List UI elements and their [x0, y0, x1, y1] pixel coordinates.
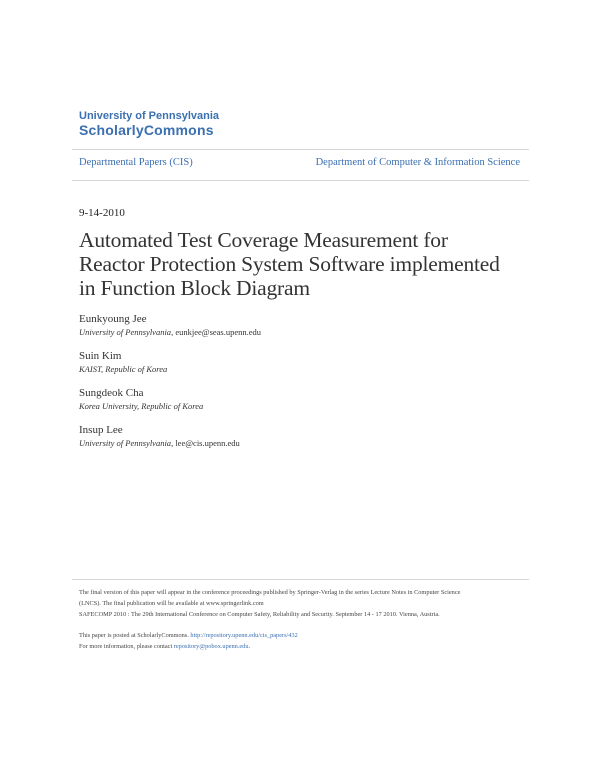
author-name[interactable]: Eunkyoung Jee: [79, 313, 147, 325]
author-email: eunkjee@seas.upenn.edu: [175, 327, 262, 337]
note-line: The final version of this paper will appear in the conference proceedings published by Springer-Verlag in the series Lecture Notes in Computer Science: [79, 589, 461, 596]
posting-info: [79, 630, 529, 652]
author-email: lee@cis.upenn.edu: [175, 438, 240, 448]
header-divider-bottom: [72, 180, 529, 181]
author-name[interactable]: Insup Lee: [79, 424, 123, 436]
department-link[interactable]: Department of Computer & Information Science: [315, 157, 520, 168]
author-affiliation: University of Pennsylvania, eunkjee@seas.upenn.edu: [79, 327, 262, 337]
repository-name[interactable]: ScholarlyCommons: [79, 122, 214, 138]
posted-line: This paper is posted at ScholarlyCommons. http://repository.upenn.edu/cis_papers/432: [79, 632, 298, 639]
publication-date: 9-14-2010: [79, 207, 125, 219]
note-line: SAFECOMP 2010 : The 29th International Conference on Computer Safety, Reliability and Security. September 14 - 17 2010. Vienna, Austria.: [79, 611, 440, 618]
author-block: [79, 350, 167, 374]
header-divider-top: [72, 149, 529, 150]
contact-line: For more information, please contact repository@pobox.upenn.edu.: [79, 643, 251, 650]
university-name[interactable]: University of Pennsylvania: [79, 110, 219, 122]
author-affiliation: KAIST, Republic of Korea: [79, 364, 168, 374]
publication-note: [79, 587, 529, 620]
note-line: (LNCS). The final publication will be available at www.springerlink.com: [79, 600, 264, 607]
title-line: in Function Block Diagram: [79, 276, 310, 300]
contact-email-link[interactable]: repository@pobox.upenn.edu: [173, 643, 249, 650]
title-line: Automated Test Coverage Measurement for: [79, 228, 448, 252]
author-block: [79, 313, 261, 337]
footer-divider: [72, 579, 529, 580]
departmental-papers-link[interactable]: Departmental Papers (CIS): [79, 157, 193, 168]
title-line: Reactor Protection System Software implemented: [79, 252, 500, 276]
author-block: [79, 424, 240, 448]
author-name[interactable]: Suin Kim: [79, 350, 122, 362]
author-affiliation: University of Pennsylvania, lee@cis.upenn.edu: [79, 438, 240, 448]
paper-title: [79, 228, 529, 300]
paper-url-link[interactable]: http://repository.upenn.edu/cis_papers/432: [190, 632, 298, 639]
author-name[interactable]: Sungdeok Cha: [79, 387, 144, 399]
author-affiliation: Korea University, Republic of Korea: [79, 401, 204, 411]
author-block: [79, 387, 203, 411]
